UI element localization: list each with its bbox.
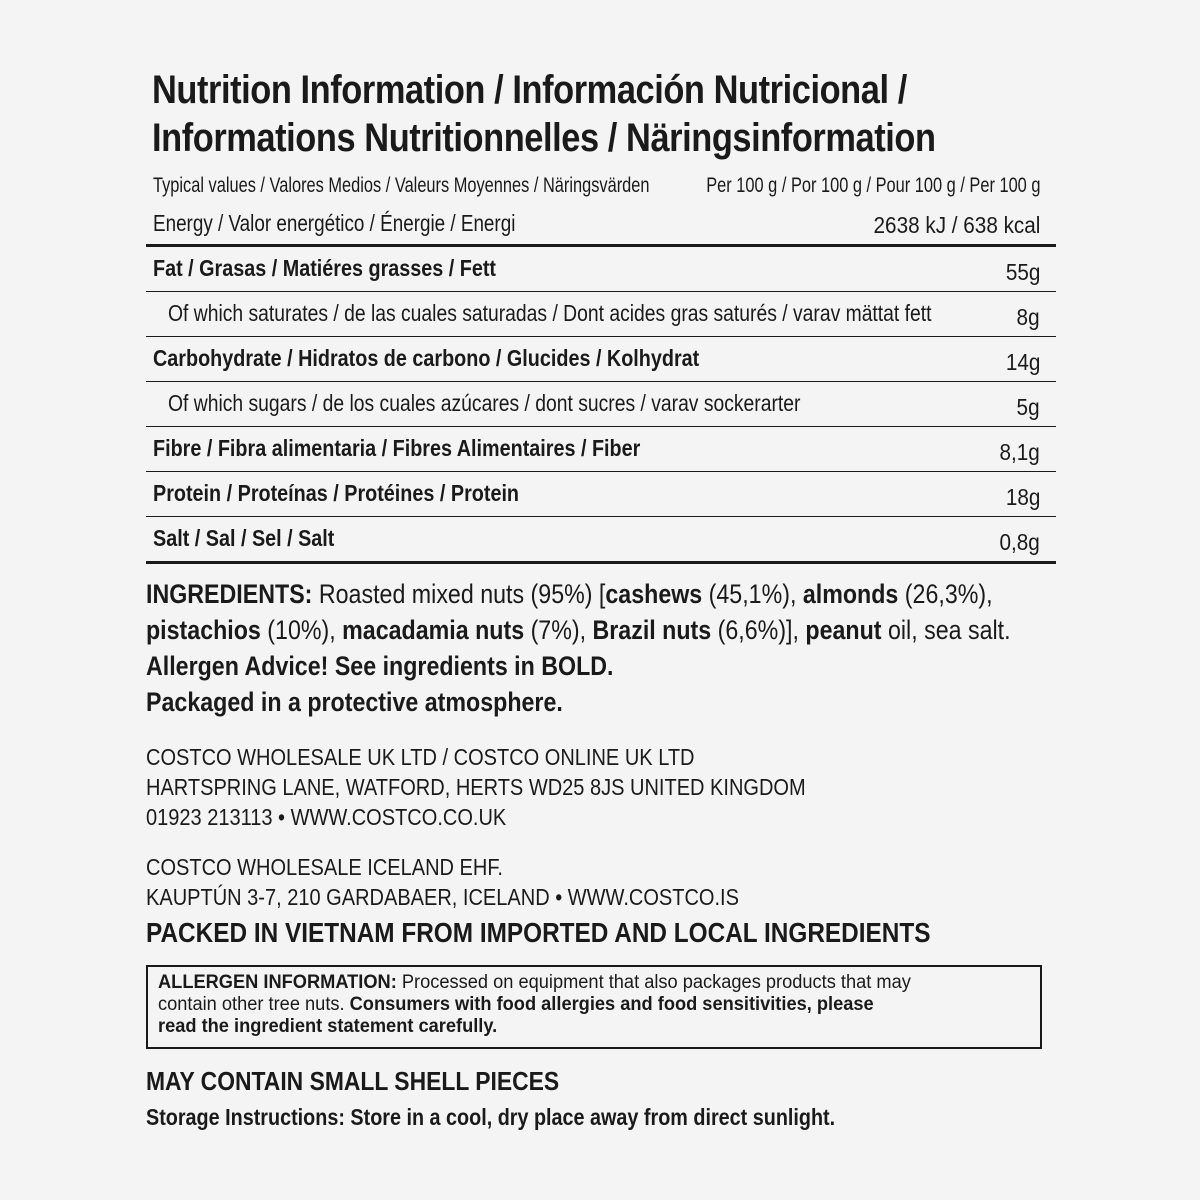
shell-warning-text: MAY CONTAIN SMALL SHELL PIECES (146, 1066, 560, 1096)
protein-row (146, 472, 1056, 517)
allergen-text: contain other tree nuts. (158, 994, 350, 1015)
ingredients-text: (7%), (524, 615, 593, 645)
sugars-row (146, 382, 1056, 427)
ingredients-text: Roasted mixed nuts (95%) [ (312, 579, 606, 609)
allergen-text: Processed on equipment that also packages products that may (396, 972, 911, 993)
address-iceland (146, 852, 828, 912)
nutrient-value: 14g (1005, 349, 1040, 375)
packaged-note: Packaged in a protective atmosphere. (146, 687, 563, 717)
allergen-almonds: almonds (802, 579, 899, 609)
ingredients-line-2 (146, 612, 1011, 648)
nutrient-value: 55g (1005, 259, 1040, 285)
address-line: COSTCO WHOLESALE UK LTD / COSTCO ONLINE UK LTD (146, 744, 695, 770)
address-line: KAUPTÚN 3-7, 210 GARDABAER, ICELAND • WWW.COSTCO.IS (146, 884, 739, 910)
nutrient-value: 8g (1016, 304, 1040, 330)
allergen-cashews: cashews (605, 579, 703, 609)
storage-text: Storage Instructions: Store in a cool, dry place away from direct sunlight. (146, 1104, 836, 1130)
nutrition-title (152, 66, 1063, 162)
ingredients-text: (45,1%), (702, 579, 803, 609)
nutrient-label: Of which saturates / de las cuales saturadas / Dont acides gras saturés / varav mättat fett (168, 300, 932, 326)
ingredients-text: (26,3%), (898, 579, 993, 609)
ingredients-heading: INGREDIENTS: (146, 579, 313, 609)
allergen-information-box (146, 965, 1042, 1049)
nutrient-label: Fat / Grasas / Matiéres grasses / Fett (153, 255, 497, 281)
fibre-row (146, 427, 1056, 472)
allergen-line-3 (158, 1016, 995, 1038)
ingredients-line-1 (146, 576, 993, 612)
address-line: 01923 213113 • WWW.COSTCO.CO.UK (146, 804, 507, 830)
energy-row (146, 204, 1056, 247)
allergen-pistachios: pistachios (146, 615, 261, 645)
nutrient-label: Salt / Sal / Sel / Salt (153, 525, 335, 551)
nutrient-label: Carbohydrate / Hidratos de carbono / Glucides / Kolhydrat (153, 345, 700, 371)
allergen-advice: Allergen Advice! See ingredients in BOLD. (146, 651, 614, 681)
title-line-2: Informations Nutritionnelles / Näringsinformation (152, 116, 936, 160)
nutrient-label: Of which sugars / de los cuales azúcares / dont sucres / varav sockerarter (168, 390, 801, 416)
allergen-macadamia: macadamia nuts (342, 615, 525, 645)
carbohydrate-row (146, 337, 1056, 382)
salt-row (146, 517, 1056, 564)
energy-value: 2638 kJ / 638 kcal (873, 212, 1040, 238)
address-uk (146, 742, 904, 832)
allergen-bold-text: read the ingredient statement carefully. (158, 1016, 498, 1037)
shell-warning (146, 1066, 616, 1097)
allergen-bold-text: Consumers with food allergies and food sensitivities, please (349, 994, 874, 1015)
packed-in-text: PACKED IN VIETNAM FROM IMPORTED AND LOCAL INGREDIENTS (146, 917, 931, 948)
saturates-row (146, 292, 1056, 337)
ingredients-text: oil, sea salt. (881, 615, 1011, 645)
address-line: HARTSPRING LANE, WATFORD, HERTS WD25 8JS UNITED KINGDOM (146, 774, 806, 800)
per-100g-label: Per 100 g / Por 100 g / Pour 100 g / Per 100 g (705, 174, 1040, 197)
ingredients-text: (6,6%)], (711, 615, 806, 645)
ingredients-text: (10%), (260, 615, 343, 645)
allergen-brazil: Brazil nuts (592, 615, 712, 645)
allergen-line-1 (158, 972, 995, 994)
energy-label: Energy / Valor energético / Énergie / Energi (153, 210, 516, 236)
ingredients-block (146, 576, 1046, 720)
nutrient-value: 8,1g (999, 439, 1040, 465)
allergen-peanut: peanut (805, 615, 882, 645)
fat-row (146, 247, 1056, 292)
storage-instructions (146, 1104, 947, 1131)
nutrient-value: 0,8g (999, 529, 1040, 555)
packed-in-statement (146, 917, 1048, 949)
table-header-row (146, 170, 1056, 204)
typical-values-label: Typical values / Valores Medios / Valeurs Moyennes / Näringsvärden (153, 174, 650, 197)
nutrient-value: 5g (1016, 394, 1040, 420)
title-line-1: Nutrition Information / Información Nutricional / (152, 68, 907, 112)
allergen-line-2 (158, 994, 995, 1016)
address-line: COSTCO WHOLESALE ICELAND EHF. (146, 854, 503, 880)
nutrient-label: Fibre / Fibra alimentaria / Fibres Alimentaires / Fiber (153, 435, 641, 461)
nutrient-value: 18g (1005, 484, 1040, 510)
nutrient-label: Protein / Proteínas / Protéines / Protein (153, 480, 520, 506)
nutrition-table (146, 170, 1056, 564)
allergen-heading: ALLERGEN INFORMATION: (158, 972, 397, 993)
